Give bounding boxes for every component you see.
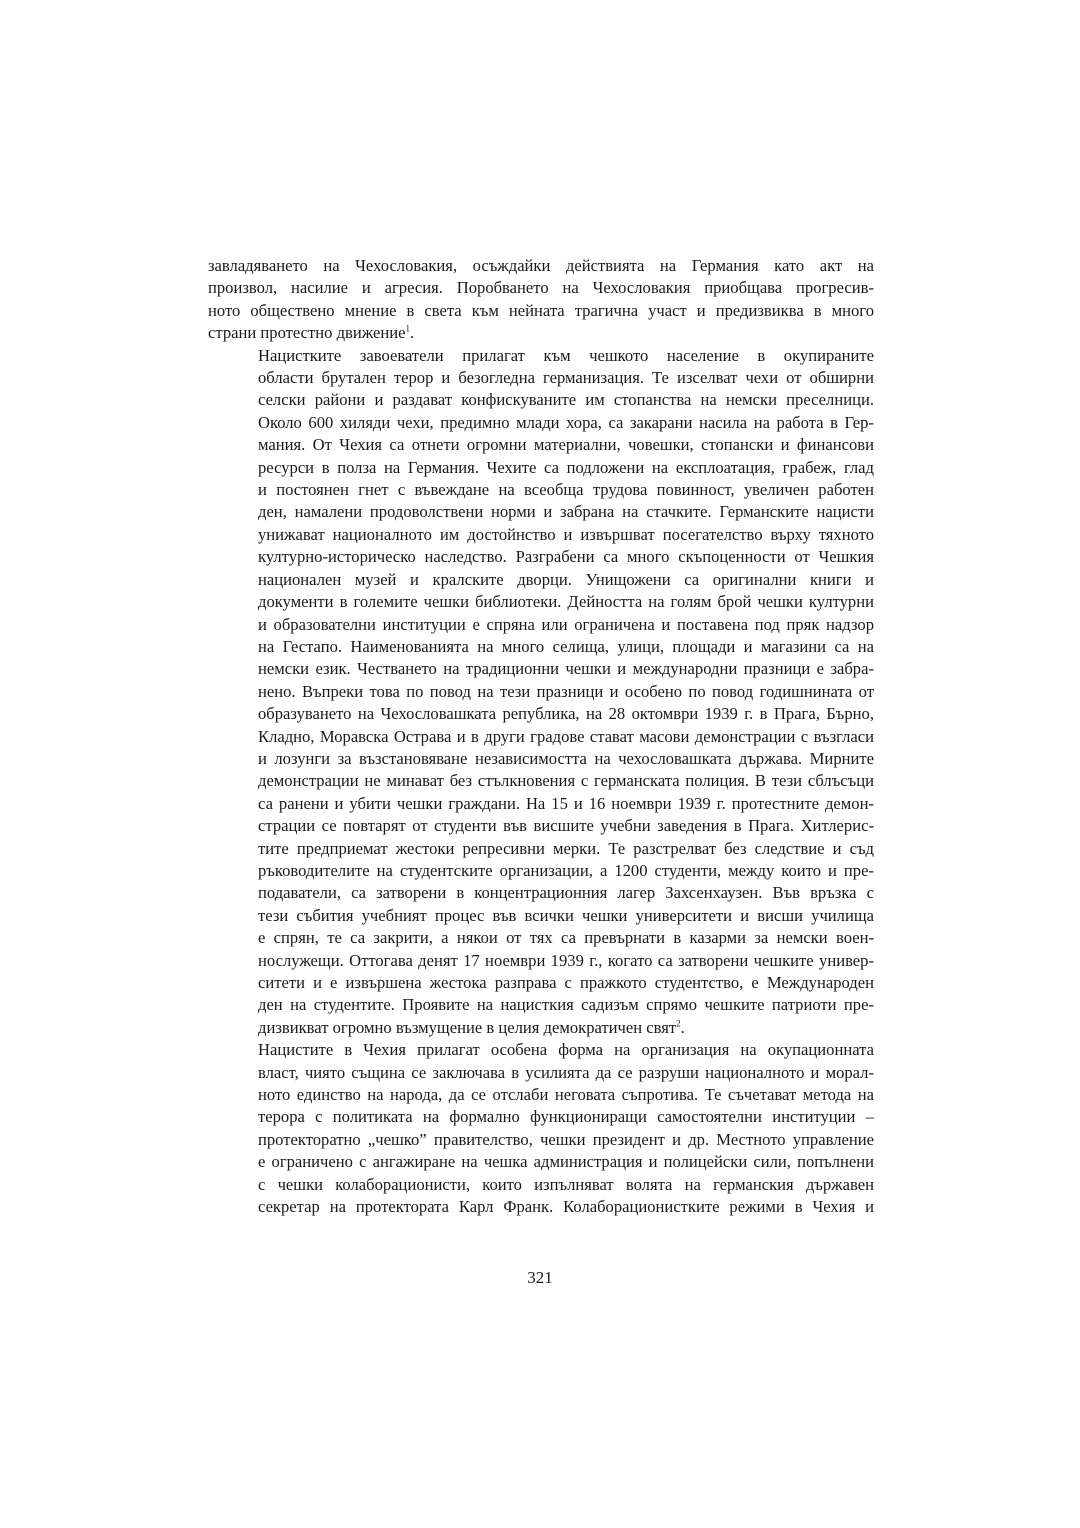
text-line: терора с политиката на формално функциониращи самостоятелни институции – [258, 1107, 874, 1127]
text-line: ден на студентите. Проявите на нацисткия садизъм спрямо чешките патриоти пре- [258, 995, 874, 1015]
text-line: Кладно, Моравска Острава и в други градове стават масови демонстрации с възгласи [258, 726, 874, 746]
paragraph [208, 255, 874, 345]
text-line: ръководителите на студентските организации, а 1200 студенти, между които и пре- [258, 860, 874, 880]
text-line: документи в големите чешки библиотеки. Дейността на голям брой чешки културни [258, 592, 874, 612]
text-line: тите предприемат жестоки репресивни мерки. Те разстрелват без следствие и съд [258, 838, 874, 858]
text-line: културно-историческо наследство. Разграбени са много скъпоценности от Чешкия [258, 547, 874, 567]
text-line: са ранени и убити чешки граждани. На 15 и 16 ноември 1939 г. протестните демон- [258, 793, 874, 813]
text-line: е ограничено с ангажиране на чешка администрация и полицейски сили, попълнени [258, 1152, 874, 1172]
text-line: мания. От Чехия са отнети огромни материални, човешки, стопански и финансови [258, 435, 874, 455]
text-line: нослужещи. Оттогава денят 17 ноември 1939 г., когато са затворени чешките универ- [258, 950, 874, 970]
text-line: Около 600 хиляди чехи, предимно млади хора, са закарани насила на работа в Гер- [258, 412, 874, 432]
text-line: немски език. Честването на традиционни чешки и международни празници е забра- [258, 659, 874, 679]
text-line: и постоянен гнет с въвеждане на всеобща трудова повинност, увеличен работен [258, 480, 874, 500]
text-line: ден, намалени продоволствени норми и забрана на стачките. Германските нацисти [258, 502, 874, 522]
text-line: протекторатно „чешко” правителство, чешки президент и др. Местното управление [258, 1129, 874, 1149]
footnote-marker[interactable]: 2 [676, 1018, 681, 1029]
text-line: образуването на Чехословашката република, на 28 октомври 1939 г. в Прага, Бърно, [258, 704, 874, 724]
paragraph [208, 1039, 874, 1218]
text-line: ресурси в полза на Германия. Чехите са подложени на експлоатация, грабеж, глад [258, 457, 874, 477]
text-line: с чешки колаборационисти, които изпълняват волята на германския държавен [258, 1174, 874, 1194]
text-line: ситети и е извършена жестока разправа с пражкото студентство, е Международен [258, 973, 874, 992]
text-line: страции се повтарят от студенти във висшите учебни заведения в Прага. Хитлерис- [258, 816, 874, 836]
body-text [208, 255, 874, 1218]
text-line: Нацистите в Чехия прилагат особена форма на организация на окупационната [258, 1040, 874, 1060]
text-line: Нацистките завоеватели прилагат към чешкото население в окупираните [258, 345, 874, 365]
text-line: ното обществено мнение в света към нейната трагична участ и предизвиква в много [208, 300, 874, 320]
text-line: секретар на протектората Карл Франк. Колаборационистките режими в Чехия и [258, 1197, 874, 1217]
text-line: власт, чиято същина се заключава в усилията да се разруши националното и морал- [258, 1062, 874, 1082]
text-line: дизвикват огромно възмущение в целия демократичен свят$^2$. [258, 1017, 685, 1037]
text-line: национален музей и кралските дворци. Унищожени са оригинални книги и [258, 569, 874, 589]
text-line: демонстрации не минават без стълкновения с германската полиция. В тези сблъсъци [258, 771, 874, 791]
paragraph [208, 345, 874, 1040]
text-line: унижават националното им достойнство и извършват посегателство върху тяхното [258, 524, 874, 544]
text-line: области брутален терор и безогледна германизация. Те изселват чехи от обширни [258, 368, 874, 388]
text-line: подаватели, са затворени в концентрационния лагер Захсенхаузен. Във връзка с [258, 883, 874, 903]
text-line: е спрян, те са закрити, а някои от тях са превърнати в казарми за немски воен- [258, 928, 874, 948]
text-line: селски райони и раздават конфискуваните им стопанства на немски преселници. [258, 390, 874, 410]
text-line: ното единство на народа, да се отслаби неговата съпротива. Те съчетават метода на [258, 1085, 874, 1105]
text-line: страни протестно движение$^1$. [208, 323, 415, 343]
page-number: 321 [527, 1268, 553, 1287]
footnote-marker[interactable]: 1 [405, 323, 411, 334]
text-line: и лозунги за възстановяване независимостта на чехословашката държава. Мирните [258, 748, 874, 768]
text-line: тези събития учебният процес във всички чешки университети и висши училища [258, 905, 874, 925]
text-line: и образователни институции е спряна или ограничена и поставена под пряк надзор [258, 614, 874, 634]
text-line: завладяването на Чехословакия, осъждайки действията на Германия като акт на [208, 256, 874, 275]
text-line: нено. Въпреки това по повод на тези празници и особено по повод годишнината от [258, 681, 874, 701]
text-line: произвол, насилие и агресия. Поробването на Чехословакия приобщава прогресив- [208, 278, 874, 298]
text-line: на Гестапо. Наименованията на много селища, улици, площади и магазини са на [258, 636, 874, 656]
